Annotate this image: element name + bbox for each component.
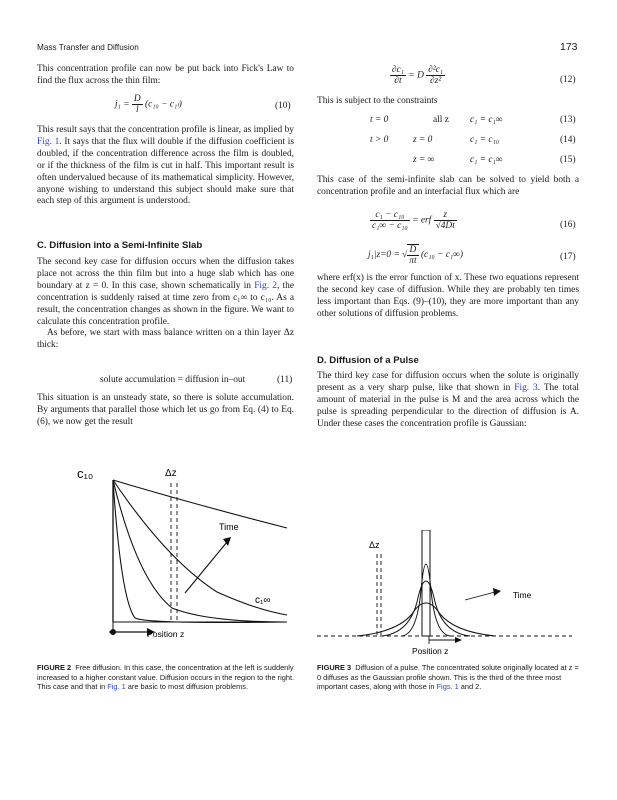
constraint-13-number: (13): [560, 115, 576, 125]
fig3-time-arrow: [465, 592, 495, 600]
figure-3-caption: FIGURE 3 Diffusion of a pulse. The concentrated solute originally located at z = 0 diffuses as the Gaussian profile shown. This is the third of the three most important cases, along with those in Figs. 1 and 2.: [317, 663, 579, 692]
fig3-label-time: Time: [513, 590, 532, 600]
fig3-caption-link[interactable]: Figs. 1: [436, 682, 459, 692]
equation-16: $\frac{\text{c₁ − c₁₀}}{\text{c₁∞ − c₁₀}}$ = erf $\frac{z}{√4Dt}$: [372, 210, 455, 231]
constraint-14-z: z = 0: [413, 135, 433, 145]
running-title: Mass Transfer and Diffusion: [37, 43, 139, 52]
fig2-link[interactable]: Fig. 2: [254, 280, 277, 291]
fig3-gaussian-3: [357, 603, 495, 636]
equation-10: j₁ = $\frac{D}{l}$ (c₁₀ − c₁ₗ): [115, 94, 182, 115]
equation-11-number: (11): [277, 375, 293, 385]
fig2-curve-4: [113, 480, 287, 528]
fig2-caption-link[interactable]: Fig. 1: [107, 682, 126, 692]
fig2-label-position: Position z: [147, 629, 185, 639]
fig3-label-position: Position z: [412, 646, 449, 655]
equation-10-number: (10): [275, 101, 291, 111]
fig2-label-c10: c₁₀: [77, 466, 94, 481]
constraint-15-z: z = ∞: [413, 155, 435, 165]
constraint-14-c: c₁ = c₁₀: [470, 135, 500, 145]
fig1-link[interactable]: Fig. 1: [37, 136, 60, 147]
equation-11: solute accumulation = diffusion in–out: [100, 375, 246, 385]
right-para-6: This is subject to the constraints: [317, 96, 438, 106]
fig3-position-arrow-icon: [455, 637, 462, 643]
constraint-15-number: (15): [560, 155, 576, 165]
page-number: 173: [560, 41, 578, 53]
section-d-heading: D. Diffusion of a Pulse: [317, 355, 419, 366]
left-para-1: This concentration profile can now be put back into Fick's Law to find the flux across the thin film:: [37, 64, 294, 86]
figure-3-diagram: [317, 530, 582, 655]
fig2-time-arrow: [185, 542, 227, 593]
right-para-9: The third key case for diffusion occurs when the solute is originally present as a very sharp pulse, like that shown in Fig. 3. The total amount of material in the pulse is M and the area across which the pulse is spreading perpendicular to the direction of diffusion is A. Under these cases the concentration profile is Gaussian:: [317, 371, 579, 429]
constraint-13-c: c₁ = c₁∞: [470, 115, 503, 125]
constraint-14-t: t > 0: [370, 135, 389, 145]
equation-17: j₁|z=0 = √ $\frac{D}{\pi t}$ (c₁₀ − c₁∞): [368, 245, 463, 266]
constraint-13-t: t = 0: [370, 115, 389, 125]
left-para-2: This result says that the concentration profile is linear, as implied by Fig. 1. It says that the flux will double if the diffusion coefficient is doubled, if the concentration difference across the film is doubled, or if the thickness of the film is cut in half. This important result is often undervalued because of its mathematical simplicity. However, anyone wishing to understand this subject should make sure that each step of this argument is understood.: [37, 125, 295, 207]
equation-12-number: (12): [560, 75, 576, 85]
fig3-label-dz: Δz: [369, 540, 380, 550]
constraint-15-c: c₁ = c₁∞: [470, 155, 503, 165]
fig3-time-arrow-icon: [493, 588, 501, 596]
fig2-label-dz: Δz: [165, 468, 177, 479]
right-para-8: where erf(x) is the error function of x. These two equations represent the second key case of diffusion. While they are probably ten times less important than Eqs. (9)–(10), they are more important than any other solutions of diffusion problems.: [317, 273, 579, 319]
fig3-gaussian-1: [402, 564, 450, 636]
constraint-14-number: (14): [560, 135, 576, 145]
figure-2-caption: FIGURE 2 Free diffusion. In this case, the concentration at the left is suddenly increased to a higher constant value. Diffusion occurs in the region to the right. This case and that in Fig. 1 are basic to most diffusion problems.: [37, 663, 295, 692]
fig2-label-cinf: c₁∞: [255, 595, 271, 606]
equation-17-number: (17): [560, 252, 576, 262]
left-para-5: This situation is an unsteady state, so there is solute accumulation. By arguments that parallel those which let us go from Eq. (4) to Eq. (6), we now get the result: [37, 393, 294, 427]
right-para-7: This case of the semi-infinite slab can be solved to yield both a concentration profile and an interfacial flux which are: [317, 175, 579, 197]
fig2-label-time: Time: [219, 522, 239, 532]
fig3-link[interactable]: Fig. 3: [514, 382, 538, 393]
section-c-heading: C. Diffusion into a Semi-Infinite Slab: [37, 240, 203, 251]
constraint-13-z: all z: [433, 115, 449, 125]
fig3-gaussian-2: [382, 581, 470, 636]
figure-2-diagram: [37, 460, 302, 650]
equation-12: $\frac{\text{∂c₁}}{\partial t}$ = D $\frac{\text{∂²c₁}}{\text{∂z²}}$: [392, 65, 444, 86]
left-para-3: The second key case for diffusion occurs when the diffusion takes place not across the thin film but into a huge slab which has one boundary at z = 0. In this case, shown schematically in Fig. 2, the concentration is suddenly raised at time zero from c₁∞ to c₁₀. As a result, the concentration changes as shown in the figure. We want to calculate this concentration profile. As before, we start with mass balance written on a thin layer Δz thick:: [37, 257, 294, 351]
equation-16-number: (16): [560, 220, 576, 230]
